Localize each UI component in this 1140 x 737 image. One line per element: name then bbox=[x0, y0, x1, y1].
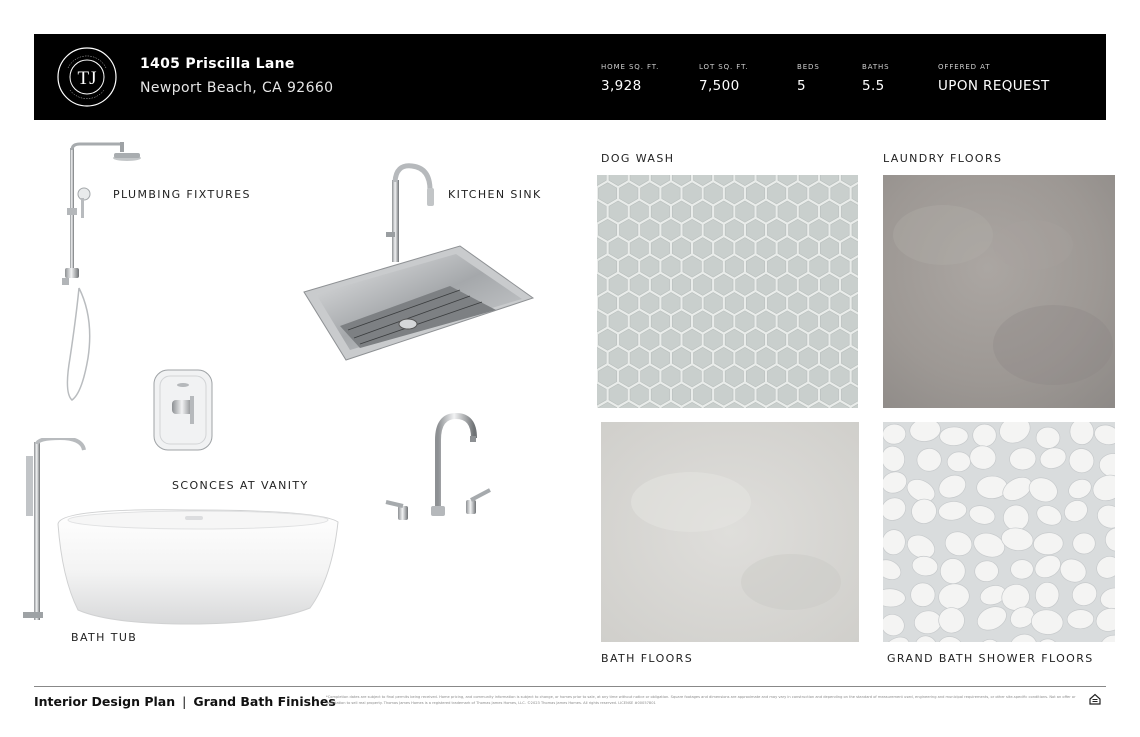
footer-disclaimer: *Completion dates are subject to final permits being received. Home pricing, and community information is subject to change, or homes prior to sale, at any time without notice or obligation. Square footages and dimensions are approximate and may vary in construction and depending on the standard of measurement used, engineering and municipal requirements, or other site-specific conditions. Not an offer or solicitation to sell real property. Thomas James Homes is a registered trademark of Thomas James Homes, LLC. ©2023 Thomas James Homes. All rights reserved. LICENSE #00057801 bbox=[326, 695, 1076, 705]
label-kitchen-sink: KITCHEN SINK bbox=[448, 188, 542, 201]
label-plumbing-fixtures: PLUMBING FIXTURES bbox=[113, 188, 251, 201]
logo-monogram: TJ bbox=[77, 68, 97, 89]
shower-system-image bbox=[52, 138, 144, 403]
label-grand-bath-shower-floors: GRAND BATH SHOWER FLOORS bbox=[887, 652, 1094, 665]
stat-value: 5 bbox=[797, 78, 806, 94]
pebble-stone bbox=[973, 424, 997, 447]
stat-value: 5.5 bbox=[862, 78, 885, 94]
label-bath-tub: BATH TUB bbox=[71, 631, 138, 644]
dog-wash-hex-tile-swatch bbox=[597, 175, 858, 408]
stat-value: 7,500 bbox=[699, 78, 740, 94]
label-bath-floors: BATH FLOORS bbox=[601, 652, 694, 665]
stat-lot-sqft bbox=[699, 63, 749, 94]
stat-value: UPON REQUEST bbox=[938, 78, 1050, 94]
pebble-stone bbox=[910, 583, 935, 607]
laundry-floor-tile-swatch bbox=[883, 175, 1115, 408]
freestanding-tub-image bbox=[20, 438, 342, 630]
stat-label: HOME SQ. FT. bbox=[601, 63, 660, 71]
label-laundry-floors: LAUNDRY FLOORS bbox=[883, 152, 1003, 165]
thomas-james-homes-logo bbox=[56, 46, 118, 108]
stat-beds bbox=[797, 63, 820, 94]
footer-title bbox=[34, 694, 336, 709]
property-header bbox=[34, 34, 1106, 120]
stat-label: OFFERED AT bbox=[938, 63, 991, 71]
widespread-faucet-image bbox=[378, 410, 498, 525]
footer-divider bbox=[34, 686, 1106, 687]
pebble-stone bbox=[1072, 533, 1095, 555]
stat-label: BATHS bbox=[862, 63, 890, 71]
pebble-stone bbox=[939, 427, 968, 446]
footer-title-separator: | bbox=[182, 694, 187, 709]
stat-label: LOT SQ. FT. bbox=[699, 63, 749, 71]
pebble-stone bbox=[1010, 559, 1033, 579]
stat-value: 3,928 bbox=[601, 78, 642, 94]
property-city: Newport Beach, CA 92660 bbox=[140, 80, 334, 96]
property-street: 1405 Priscilla Lane bbox=[140, 56, 295, 72]
stat-offered-at bbox=[938, 63, 1050, 94]
pebble-tile-swatch bbox=[883, 422, 1115, 642]
bath-floor-tile-swatch bbox=[601, 422, 859, 642]
footer-title-section: Grand Bath Finishes bbox=[193, 694, 336, 709]
stat-home-sqft bbox=[601, 63, 659, 94]
label-dog-wash: DOG WASH bbox=[601, 152, 675, 165]
label-sconces-at-vanity: SCONCES AT VANITY bbox=[172, 479, 309, 492]
equal-housing-icon bbox=[1089, 693, 1101, 705]
stat-label: BEDS bbox=[797, 63, 820, 71]
footer-title-plan: Interior Design Plan bbox=[34, 694, 176, 709]
stat-baths bbox=[862, 63, 890, 94]
